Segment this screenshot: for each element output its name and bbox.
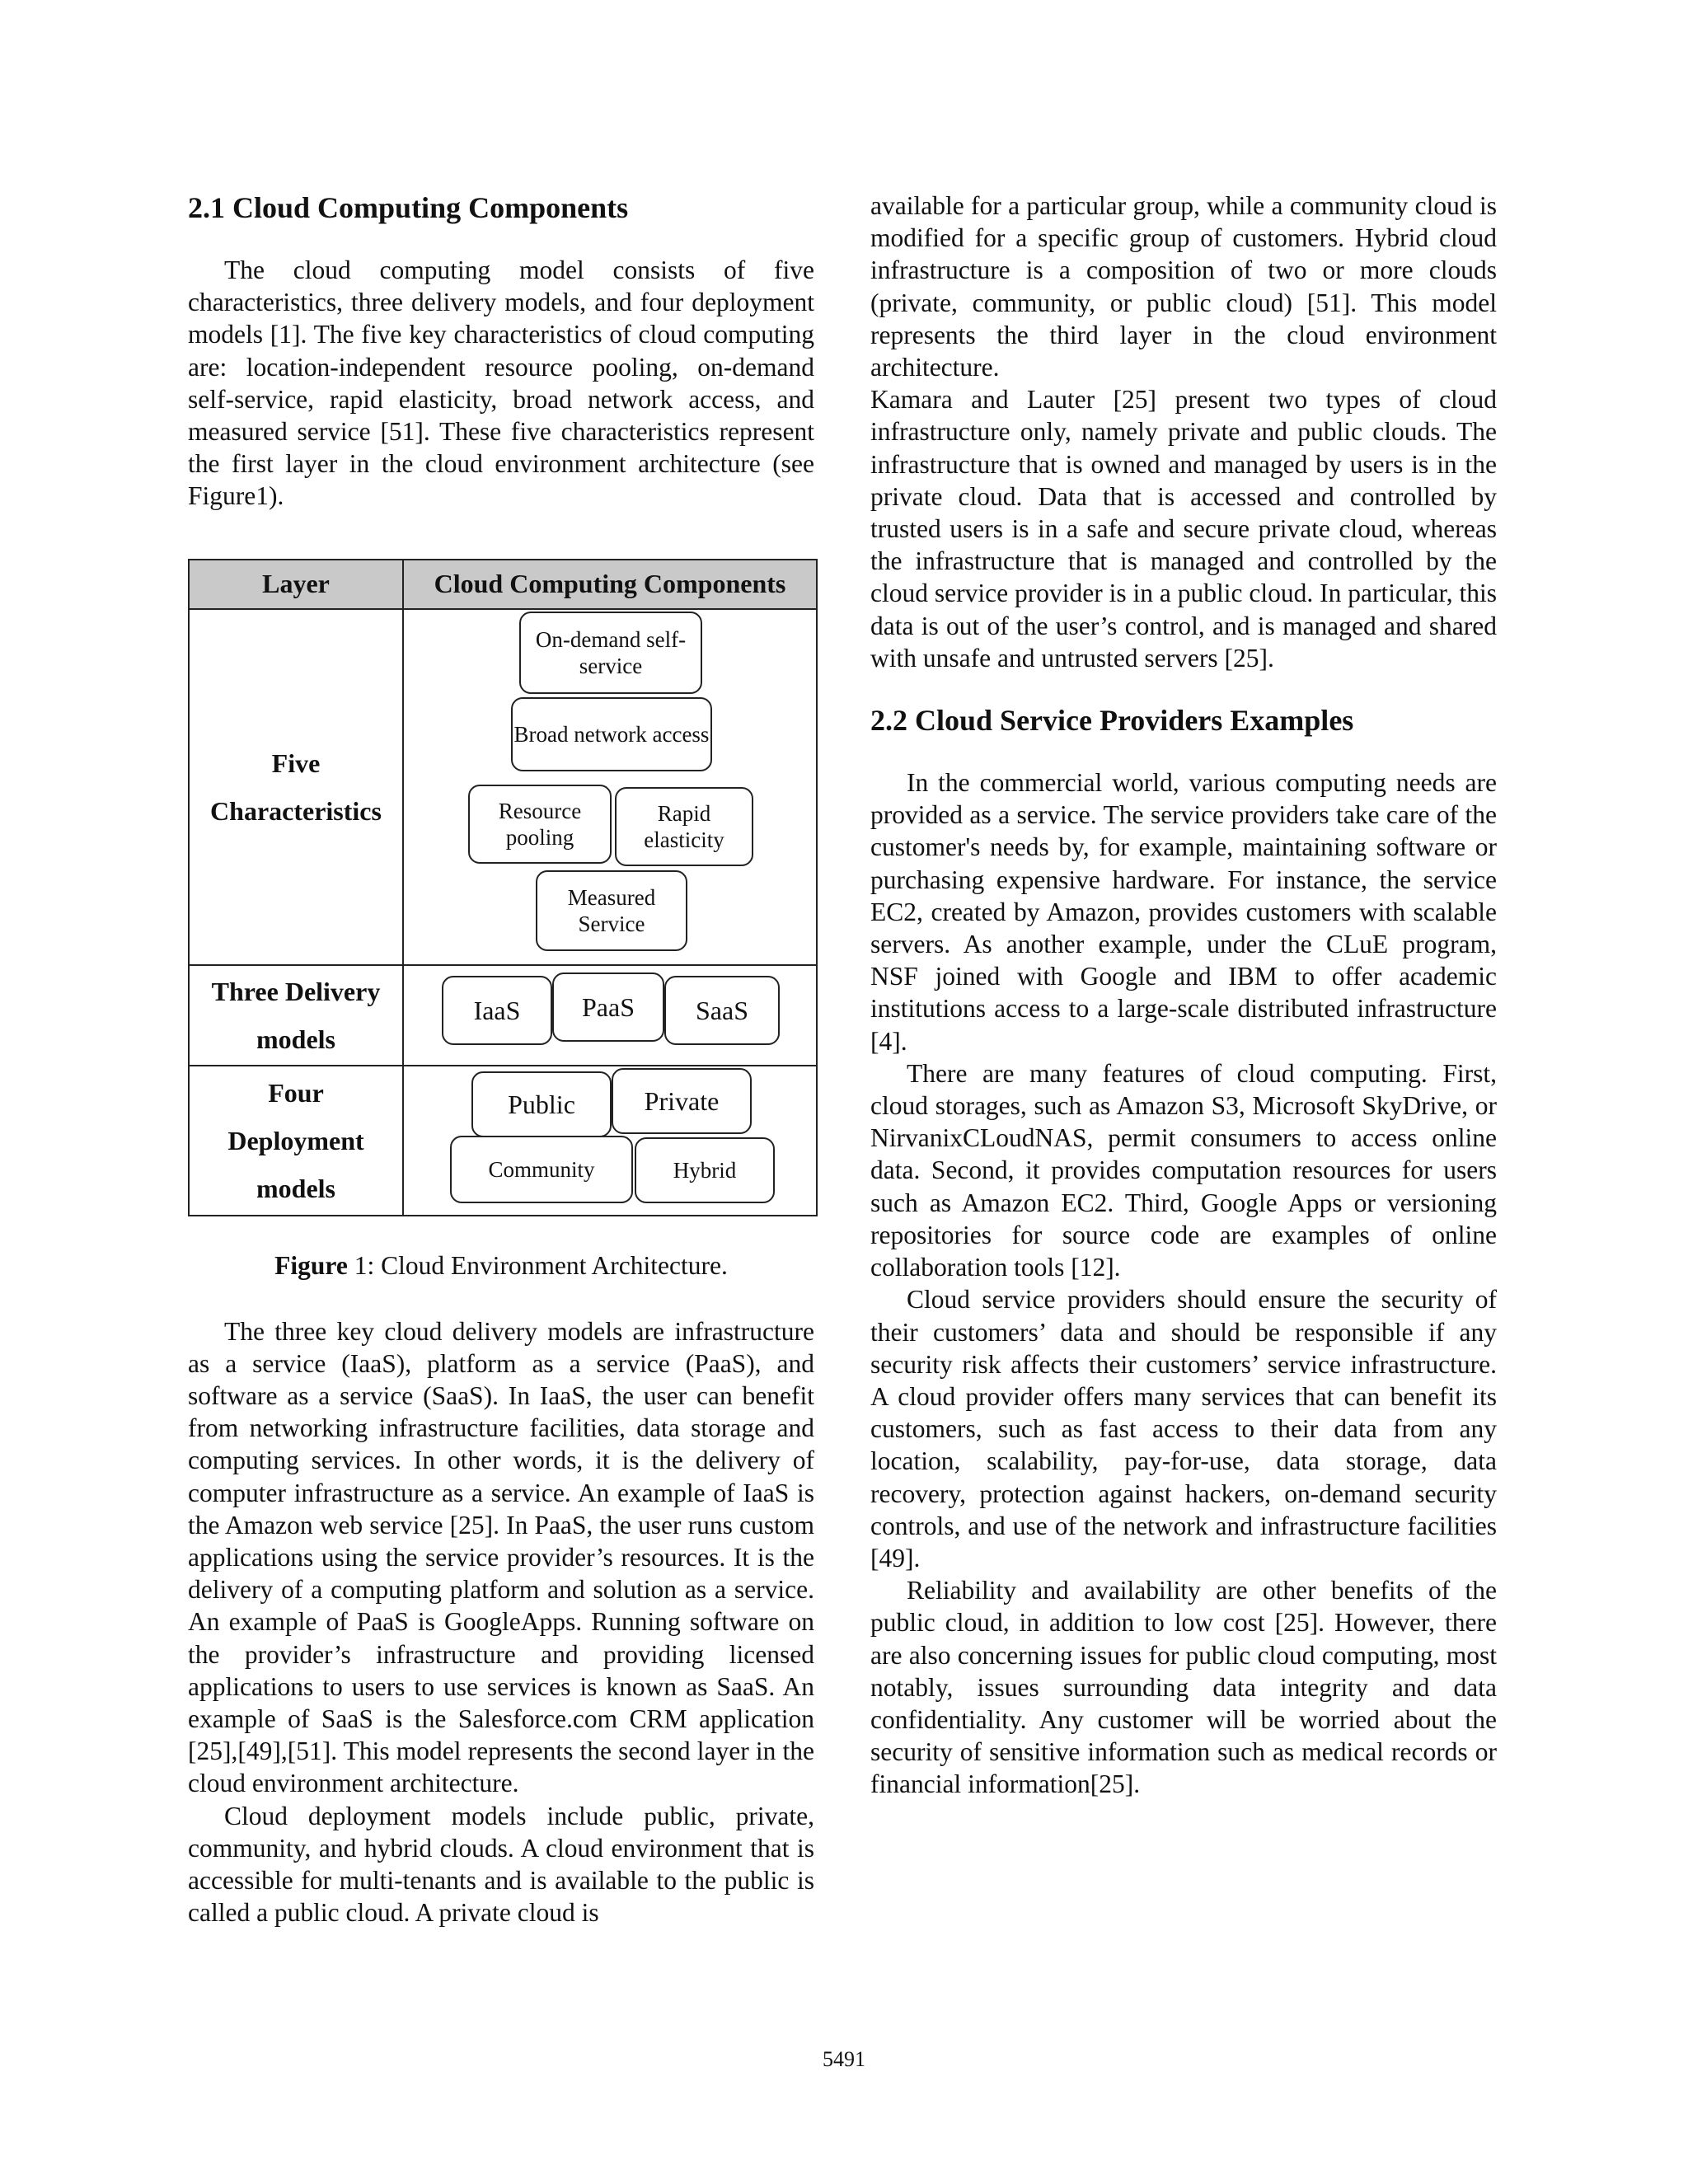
caption-text: 1: Cloud Environment Architecture. bbox=[347, 1250, 728, 1280]
box-rapid-elasticity: Rapid elasticity bbox=[615, 787, 753, 866]
box-hybrid: Hybrid bbox=[635, 1137, 775, 1203]
box-on-demand-self-service: On-demand self-service bbox=[519, 612, 702, 694]
layer-four-deployment-models bbox=[189, 1066, 403, 1216]
header-components: Cloud Computing Components bbox=[403, 560, 817, 609]
layer-label: Five bbox=[271, 748, 321, 778]
figure-1 bbox=[188, 559, 814, 1282]
box-measured-service: Measured Service bbox=[536, 870, 687, 951]
layer-three-delivery-models bbox=[189, 965, 403, 1066]
figure-caption bbox=[188, 1249, 814, 1282]
paragraph: In the commercial world, various computing needs are provided as a service. The service providers take care of the customer's needs by, for example, maintaining software or purchasing expensive hardware. For instance, the service EC2, created by Amazon, provides customers with scalable servers. As another example, under the CLuE program, NSF joined with Google and IBM to offer academic institutions access to a large-scale distributed infrastructure [4]. bbox=[870, 768, 1497, 1056]
paragraph: There are many features of cloud computing. First, cloud storages, such as Amazon S3, Microsoft SkyDrive, or NirvanixCLoudNAS, permit consumers to access online data. Second, it provides computation resources for users such as Amazon EC2. Third, Google Apps or versioning repositories for source code are examples of online collaboration tools [12]. bbox=[870, 1058, 1497, 1282]
layer-label: Three Delivery bbox=[211, 976, 381, 1006]
layer-label: Deployment bbox=[227, 1125, 364, 1155]
architecture-table bbox=[188, 559, 818, 1216]
page-number: 5491 bbox=[823, 2047, 865, 2071]
section-heading-2-1: 2.1 Cloud Computing Components bbox=[188, 191, 629, 224]
layer-label: models bbox=[256, 1024, 335, 1054]
characteristics-cell bbox=[403, 609, 817, 965]
deployment-models-cell bbox=[403, 1066, 817, 1216]
layer-label: Characteristics bbox=[210, 795, 382, 826]
left-column bbox=[188, 190, 814, 1929]
layer-label: Four bbox=[268, 1077, 324, 1108]
box-broad-network-access: Broad network access bbox=[511, 697, 712, 771]
box-iaas: IaaS bbox=[442, 976, 552, 1045]
box-public: Public bbox=[471, 1071, 612, 1137]
paragraph: Reliability and availability are other benefits of the public cloud, in addition to low cost [25]. However, there are also concerning issues for public cloud computing, most notably, issues surrounding data integrity and data confidentiality. Any customer will be worried about the security of sensitive information such as medical records or financial information[25]. bbox=[870, 1576, 1497, 1799]
delivery-models-cell bbox=[403, 965, 817, 1066]
paragraph: The cloud computing model consists of five characteristics, three delivery models, and four deployment models [1]. The five key characteristics of cloud computing are: location-independent resource pooling, on-demand self-service, rapid elasticity, broad network access, and measured service [51]. These five characteristics represent the first layer in the cloud environment architecture (see Figure1). bbox=[188, 255, 814, 511]
box-community: Community bbox=[450, 1136, 633, 1203]
paragraph: Kamara and Lauter [25] present two types of cloud infrastructure only, namely private and public clouds. The infrastructure that is owned and managed by users is in the private cloud. Data that is accessed and controlled by trusted users is in a safe and secure private cloud, whereas the infrastructure that is managed and controlled by the cloud service provider is in a public cloud. In particular, this data is out of the user’s control, and is managed and shared with unsafe and untrusted servers [25]. bbox=[870, 385, 1497, 673]
right-column bbox=[870, 190, 1497, 1801]
layer-five-characteristics bbox=[189, 609, 403, 965]
section-heading-2-2: 2.2 Cloud Service Providers Examples bbox=[870, 704, 1354, 738]
paragraph: available for a particular group, while a community cloud is modified for a specific group of customers. Hybrid cloud infrastructure is a composition of two or more clouds (private, community, or public cloud) [51]. This model represents the third layer in the cloud environment architecture. bbox=[870, 191, 1497, 382]
paragraph: The three key cloud delivery models are infrastructure as a service (IaaS), platform as a service (PaaS), and software as a service (SaaS). In IaaS, the user can benefit from networking infrastructure facilities, data storage and computing services. In other words, it is the delivery of computer infrastructure as a service. An example of IaaS is the Amazon web service [25]. In PaaS, the user runs custom applications using the service provider’s resources. It is the delivery of a computing platform and solution as a service. An example of PaaS is GoogleApps. Running software on the provider’s infrastructure and providing licensed applications to users to use services is known as SaaS. An example of SaaS is the Salesforce.com CRM application [25],[49],[51]. This model represents the second layer in the cloud environment architecture. bbox=[188, 1316, 814, 1798]
box-paas: PaaS bbox=[552, 972, 664, 1042]
paragraph: Cloud deployment models include public, private, community, and hybrid clouds. A cloud environment that is accessible for multi-tenants and is available to the public is called a public cloud. A private cloud is bbox=[188, 1801, 814, 1928]
box-saas: SaaS bbox=[664, 976, 780, 1045]
box-resource-pooling: Resource pooling bbox=[468, 785, 612, 864]
layer-label: models bbox=[256, 1173, 335, 1203]
caption-label: Figure bbox=[274, 1250, 348, 1280]
box-private: Private bbox=[612, 1068, 752, 1134]
paragraph: Cloud service providers should ensure the security of their customers’ data and should be responsible if any security risk affects their customers’ service infrastructure. A cloud provider offers many services that can benefit its customers, such as fast access to their data from any location, scalability, pay-for-use, data storage, data recovery, protection against hackers, on-demand security controls, and use of the network and infrastructure facilities [49]. bbox=[870, 1285, 1497, 1572]
header-layer: Layer bbox=[189, 560, 403, 609]
